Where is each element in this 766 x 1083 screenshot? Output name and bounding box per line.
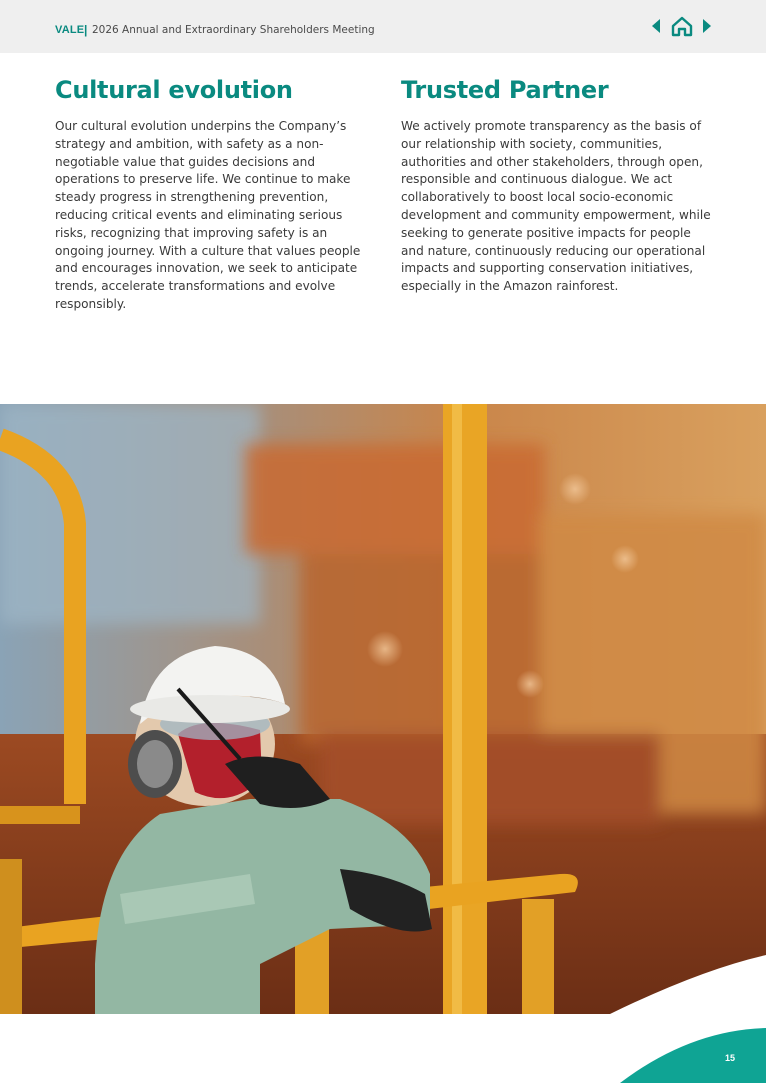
home-icon <box>670 15 694 37</box>
section-title: Trusted Partner <box>401 76 609 104</box>
worker-photo <box>0 404 766 1014</box>
footer-wave <box>0 950 766 1083</box>
header-separator: | <box>84 23 88 37</box>
triangle-right-icon <box>701 18 713 34</box>
brand-logo-text: VALE <box>55 24 85 36</box>
header-bar <box>0 0 766 53</box>
section-body: We actively promote transparency as the basis of our relationship with society, communities, authorities and other stakeholders, through open, responsible and continuous dialogue. We act collaboratively to boost local socio-economic development and community empowerment, while seeking to generate positive impacts for people and nature, continuously reducing our operational impacts and supporting conservation initiatives, especially in the Amazon rainforest. <box>401 119 711 294</box>
trusted-partner-section <box>401 74 717 296</box>
previous-page-button[interactable] <box>648 14 664 38</box>
next-page-button[interactable] <box>699 14 715 38</box>
section-title: Cultural evolution <box>55 76 293 104</box>
triangle-left-icon <box>650 18 662 34</box>
cultural-evolution-section <box>55 74 371 314</box>
document-title: 2026 Annual and Extraordinary Shareholders Meeting <box>92 24 375 36</box>
section-body: Our cultural evolution underpins the Company’s strategy and ambition, with safety as a non-negotiable value that guides decisions and operations to preserve life. We continue to make steady progress in strengthening prevention, reducing critical events and eliminating serious risks, recognizing that improving safety is an ongoing journey. With a culture that values people and encourages innovation, we seek to anticipate trends, accelerate transformations and evolve responsibly. <box>55 119 361 311</box>
page-number: 15 <box>725 1053 736 1063</box>
home-button[interactable] <box>669 14 695 38</box>
